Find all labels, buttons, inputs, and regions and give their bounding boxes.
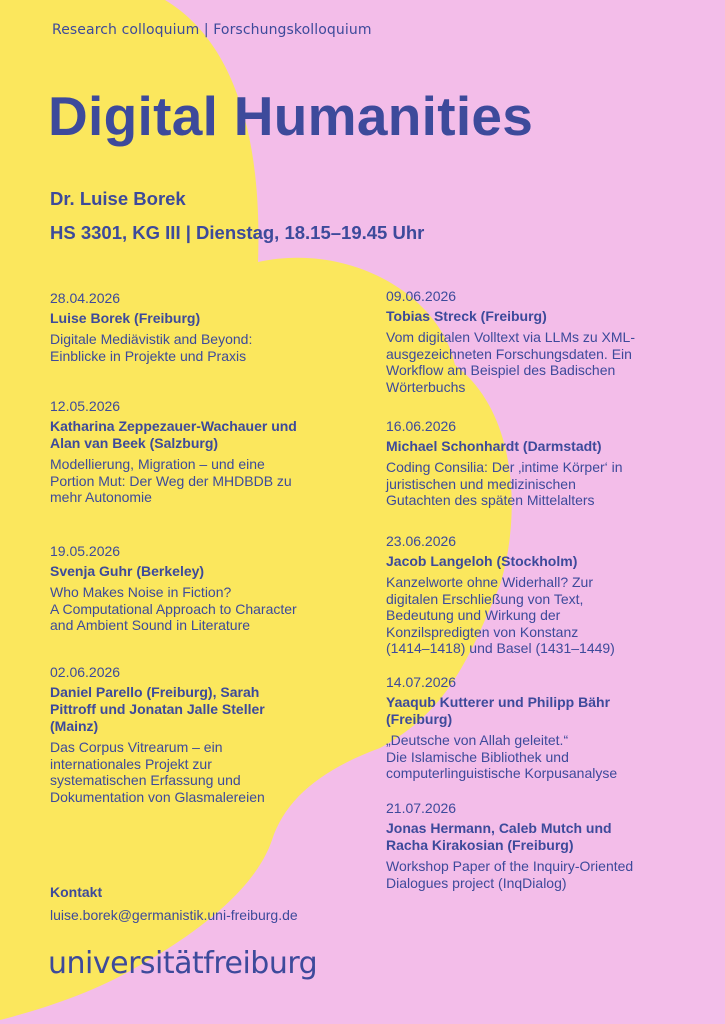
session-talk: Das Corpus Vitrearum – ein internationales Projekt zur systematischen Erfassung und Dokumentation von Glasmalereien xyxy=(50,739,265,805)
session-talk: Kanzelworte ohne Widerhall? Zur digitalen Erschließung von Text, Bedeutung und Wirkung der Konzilspredigten von Konstanz (1414–1418) und Basel (1431–1449) xyxy=(386,574,615,656)
session-speaker: Jacob Langeloh (Stockholm) xyxy=(386,553,578,569)
organizer-name: Dr. Luise Borek xyxy=(50,188,186,209)
session-date: 14.07.2026 xyxy=(386,674,457,690)
session-item xyxy=(50,398,360,506)
tagline: Research colloquium | Forschungskolloquium xyxy=(52,22,372,38)
session-item xyxy=(386,674,706,782)
contact-email-link[interactable]: luise.borek@germanistik.uni-freiburg.de xyxy=(50,907,298,923)
session-date: 09.06.2026 xyxy=(386,288,457,304)
session-speaker: Michael Schonhardt (Darmstadt) xyxy=(386,438,602,454)
session-speaker: Luise Borek (Freiburg) xyxy=(50,310,201,326)
session-speaker: Katharina Zeppezauer-Wachauer und Alan van Beek (Salzburg) xyxy=(50,418,297,451)
session-speaker: Tobias Streck (Freiburg) xyxy=(386,308,547,324)
session-speaker: Yaaqub Kutterer und Philipp Bähr (Freiburg) xyxy=(386,694,611,727)
session-speaker: Svenja Guhr (Berkeley) xyxy=(50,563,205,579)
contact-heading: Kontakt xyxy=(50,884,103,900)
session-item xyxy=(386,800,706,891)
session-item xyxy=(386,418,706,509)
session-talk: Workshop Paper of the Inquiry-Oriented Dialogues project (InqDialog) xyxy=(386,858,634,891)
session-talk: Digitale Mediävistik and Beyond: Einblicke in Projekte und Praxis xyxy=(50,331,253,364)
session-date: 12.05.2026 xyxy=(50,398,121,414)
session-date: 19.05.2026 xyxy=(50,543,121,559)
session-date: 16.06.2026 xyxy=(386,418,457,434)
session-item xyxy=(386,288,706,395)
session-talk: Vom digitalen Volltext via LLMs zu XML- ausgezeichneten Forschungsdaten. Ein Workflow am Beispiel des Badischen Wörterbuchs xyxy=(386,329,636,395)
session-speaker: Daniel Parello (Freiburg), Sarah Pittroff und Jonatan Jalle Steller (Mainz) xyxy=(50,684,265,734)
session-talk: „Deutsche von Allah geleitet.“ Die Islamische Bibliothek und computerlinguistische Korpusanalyse xyxy=(386,732,618,781)
session-date: 21.07.2026 xyxy=(386,800,457,816)
page-title: Digital Humanities xyxy=(48,85,534,147)
session-item xyxy=(386,533,706,657)
session-item xyxy=(50,664,350,805)
logo-word-freiburg: freiburg xyxy=(203,946,318,981)
session-talk: Who Makes Noise in Fiction? A Computational Approach to Character and Ambient Sound in Literature xyxy=(50,584,297,633)
logo-word-universitaet: universität xyxy=(48,946,204,981)
session-date: 02.06.2026 xyxy=(50,664,121,680)
session-date: 23.06.2026 xyxy=(386,533,457,549)
session-speaker: Jonas Hermann, Caleb Mutch und Racha Kirakosian (Freiburg) xyxy=(386,820,612,853)
university-logo xyxy=(48,946,317,981)
session-talk: Coding Consilia: Der ‚intime Körper‘ in juristischen und medizinischen Gutachten des späten Mittelalters xyxy=(386,459,623,508)
session-item xyxy=(50,543,350,634)
venue-time: HS 3301, KG III | Dienstag, 18.15–19.45 Uhr xyxy=(50,222,425,243)
session-talk: Modellierung, Migration – und eine Portion Mut: Der Weg der MHDBDB zu mehr Autonomie xyxy=(50,456,292,505)
session-date: 28.04.2026 xyxy=(50,290,121,306)
session-item xyxy=(50,290,350,364)
